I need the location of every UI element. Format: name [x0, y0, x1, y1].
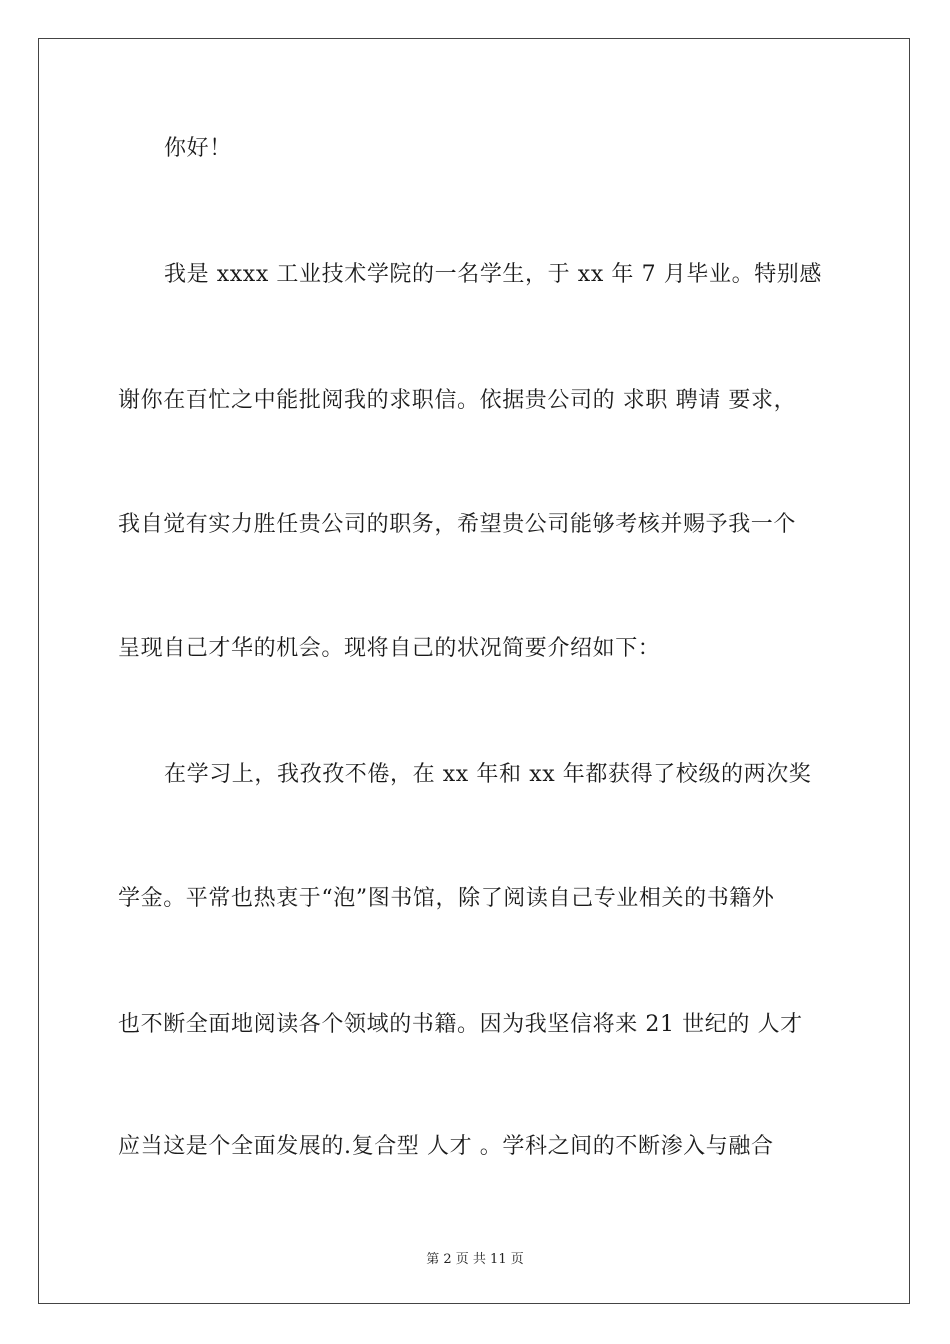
greeting-line: 你好！	[164, 136, 232, 161]
body-line-2: 谢你在百忙之中能批阅我的求职信。依据贵公司的 求职 聘请 要求，	[118, 388, 797, 413]
body-line-3: 我自觉有实力胜任贵公司的职务，希望贵公司能够考核并赐予我一个	[118, 512, 797, 537]
body-line-5: 在学习上，我孜孜不倦，在 xx 年和 xx 年都获得了校级的两次奖	[164, 762, 812, 787]
body-line-8: 应当这是个全面发展的.复合型 人才 。学科之间的不断渗入与融合	[118, 1134, 774, 1159]
body-line-6: 学金。平常也热衷于“泡”图书馆，除了阅读自己专业相关的书籍外	[118, 886, 775, 911]
body-line-7: 也不断全面地阅读各个领域的书籍。因为我坚信将来 21 世纪的 人才	[118, 1012, 803, 1037]
body-line-1: 我是 xxxx 工业技术学院的一名学生，于 xx 年 7 月毕业。特别感	[164, 262, 823, 287]
body-line-4: 呈现自己才华的机会。现将自己的状况简要介绍如下：	[118, 636, 661, 661]
page-border	[38, 38, 910, 1304]
page-number-footer: 第 2 页 共 11 页	[426, 1252, 524, 1267]
